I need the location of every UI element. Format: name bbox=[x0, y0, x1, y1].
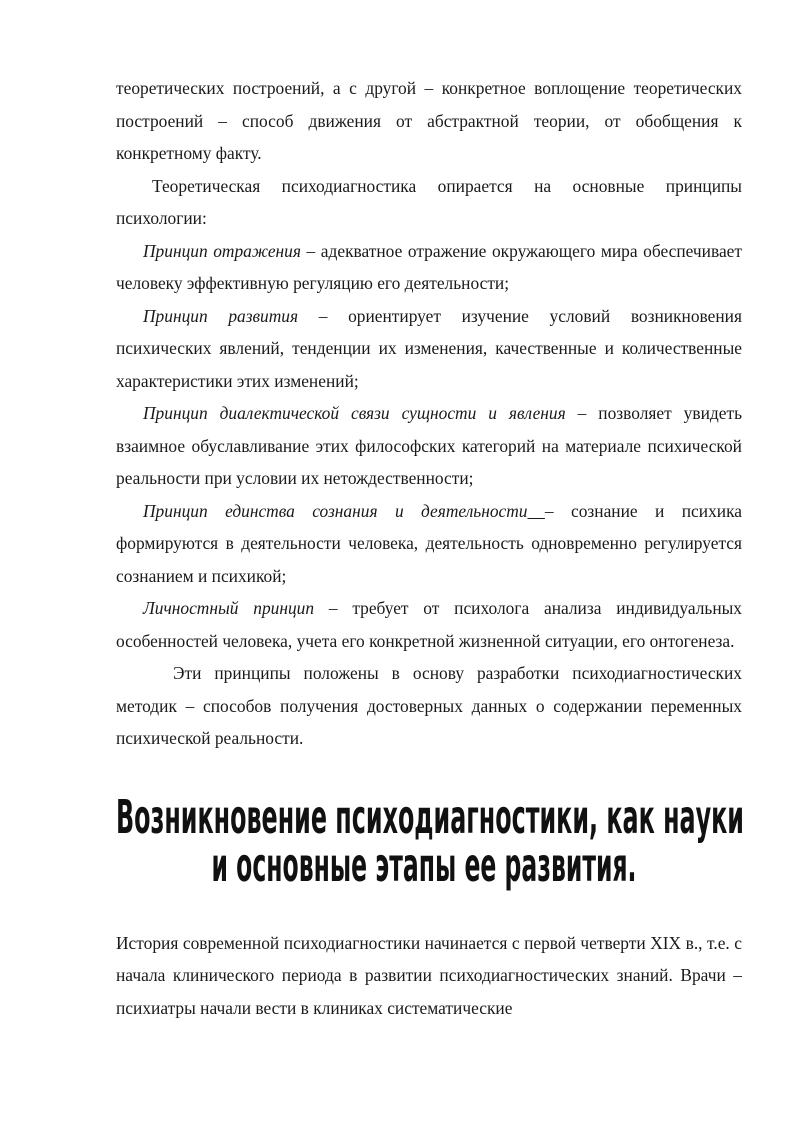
principle-term: Личностный принцип bbox=[143, 598, 315, 618]
wordart-heading bbox=[100, 771, 760, 895]
principle-dialectic bbox=[116, 397, 742, 495]
document-page bbox=[116, 72, 745, 1024]
principle-description: – сознание и психика формируются в деятельности человека, деятельность одновременно регулируется сознанием и психикой; bbox=[116, 500, 742, 586]
principle-term: Принцип единства сознания и деятельности bbox=[143, 500, 528, 521]
heading-line-2: и основные этапы ее развития. bbox=[211, 838, 637, 892]
principle-description: – требует от психолога анализа индивидуальных особенностей человека, учета его конкретной жизненной ситуации, его онтогенеза. bbox=[116, 598, 742, 651]
paragraph-methods: Эти принципы положены в основу разработки психодиагностических методик – способов получения достоверных данных о содержании переменных психической реальности. bbox=[116, 663, 742, 748]
paragraph-principles-intro: Теоретическая психодиагностика опирается на основные принципы психологии: bbox=[116, 175, 742, 228]
principle-description: – адекватное отражение окружающего мира обеспечивает человеку эффективную регуляцию его деятельности; bbox=[116, 240, 742, 293]
principle-term: Принцип развития bbox=[143, 305, 299, 326]
heading-line-1: Возникновение психодиагностики, как науки bbox=[116, 790, 745, 844]
principle-description: – ориентирует изучение условий возникновения психических явлений, тенденции их изменения, качественные и количественные характеристики этих изменений; bbox=[116, 305, 742, 391]
paragraph-history: История современной психодиагностики начинается с первой четверти XIX в., т.е. с начала клинического периода в развитии психодиагностических знаний. Врачи – психиатры начали вести в клиниках систематические bbox=[116, 932, 742, 1018]
principle-description: – позволяет увидеть взаимное обуславливание этих философских категорий на материале психической реальности при условии их нетождественности; bbox=[116, 403, 742, 488]
principle-development bbox=[116, 300, 742, 398]
principle-term: Принцип диалектической связи сущности и явления bbox=[143, 403, 566, 423]
principle-reflection bbox=[116, 235, 742, 300]
paragraph-continuation: теоретических построений, а с другой – конкретное воплощение теоретических построений – способ движения от абстрактной теории, от обобщения к конкретному факту. bbox=[116, 78, 742, 163]
underline-mark bbox=[527, 501, 544, 521]
section-heading bbox=[116, 771, 745, 895]
principle-term: Принцип отражения bbox=[143, 240, 301, 261]
principle-personal bbox=[116, 592, 742, 657]
principle-unity bbox=[116, 495, 742, 593]
